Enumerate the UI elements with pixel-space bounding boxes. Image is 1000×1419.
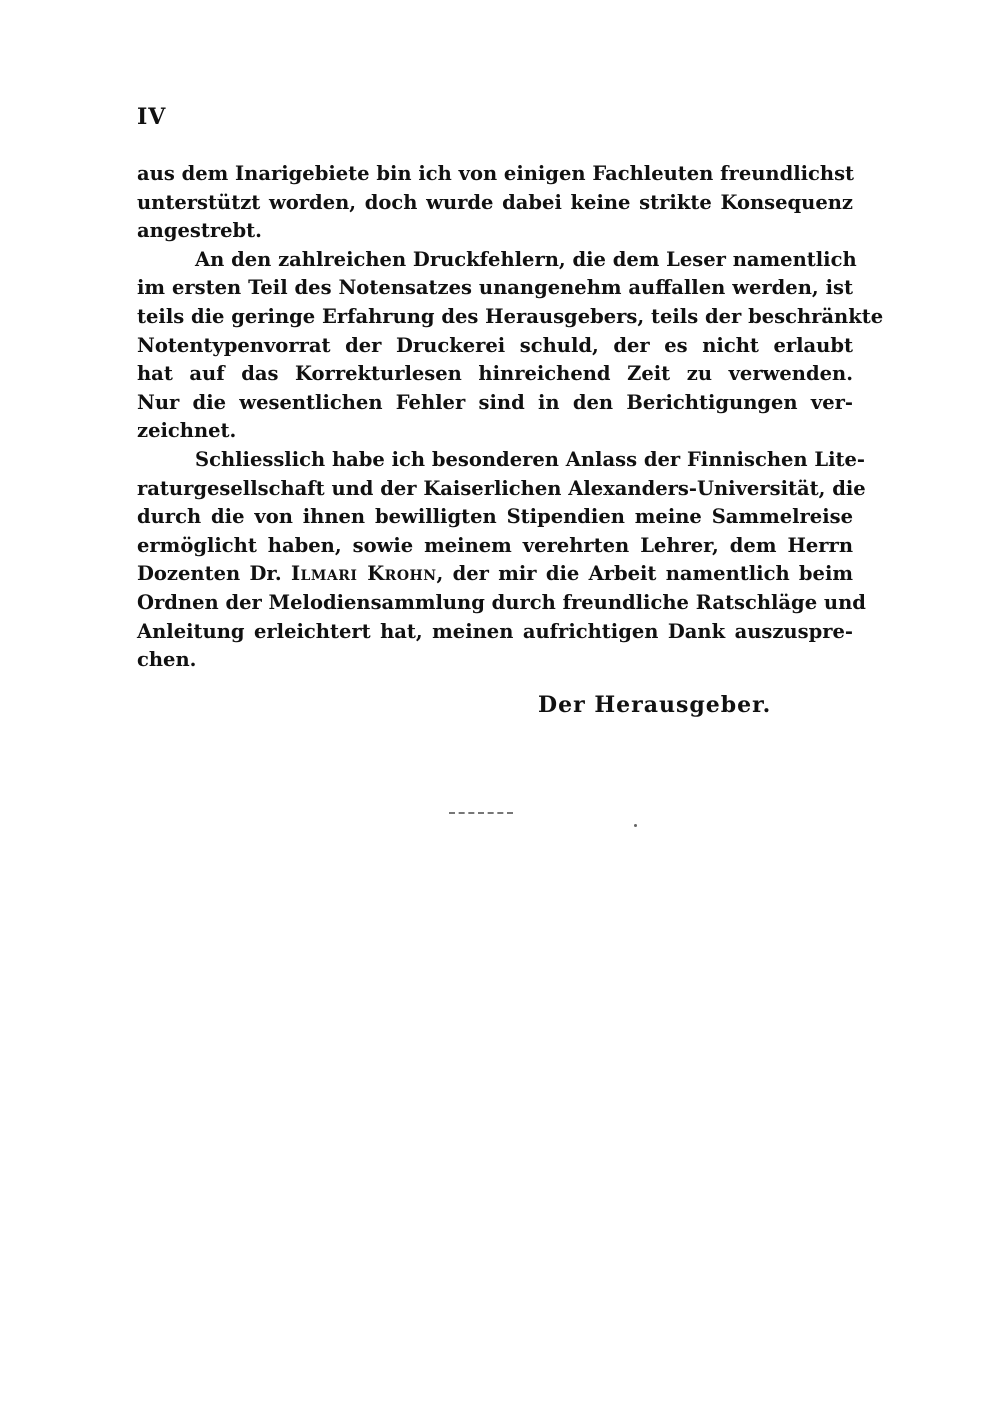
text-line: im ersten Teil des Notensatzes unangenehm auffallen werden, ist: [137, 276, 853, 300]
text-fragment: , der mir die Arbeit namentlich beim: [436, 562, 853, 586]
text-line: hat auf das Korrekturlesen hinreichend Zeit zu verwenden.: [137, 362, 853, 386]
text-line: chen.: [137, 648, 197, 672]
paragraph-misprints: [137, 246, 884, 446]
text-line: zeichnet.: [137, 419, 237, 443]
text-line: unterstützt worden, doch wurde dabei keine strikte Konsequenz: [137, 190, 853, 214]
text-line: An den zahlreichen Druckfehlern, die dem Leser namentlich: [195, 247, 857, 271]
signature: Der Herausgeber.: [538, 692, 772, 718]
text-line: Nur die wesentlichen Fehler sind in den Berichtigungen ver-: [137, 390, 853, 414]
text-line: teils die geringe Erfahrung des Herausgebers, teils der beschränkte: [137, 304, 884, 328]
page-number: IV: [137, 104, 167, 130]
text-line-with-name: [137, 560, 853, 589]
text-line: durch die von ihnen bewilligten Stipendien meine Sammelreise: [137, 505, 853, 529]
paragraph-acknowledgements: [137, 446, 866, 675]
text-line: raturgesellschaft und der Kaiserlichen Alexanders-Universität, die: [137, 476, 866, 500]
person-name: Ilmari Krohn: [290, 562, 437, 586]
text-fragment: Dozenten Dr.: [137, 562, 291, 586]
text-line: Notentypenvorrat der Druckerei schuld, der es nicht erlaubt: [137, 333, 853, 357]
text-line: Ordnen der Melodiensammlung durch freundliche Ratschläge und: [137, 590, 866, 614]
end-rule: [449, 812, 513, 816]
body-text: [137, 160, 884, 675]
text-line: ermöglicht haben, sowie meinem verehrten Lehrer, dem Herrn: [137, 533, 853, 557]
print-speck: [634, 824, 637, 827]
text-line: aus dem Inarigebiete bin ich von einigen Fachleuten freundlichst: [137, 162, 855, 185]
text-line: Schliesslich habe ich besonderen Anlass der Finnischen Lite-: [195, 447, 865, 471]
text-line: Anleitung erleichtert hat, meinen aufrichtigen Dank auszuspre-: [137, 619, 853, 643]
text-line: angestrebt.: [137, 219, 262, 243]
paragraph-continuation: [137, 160, 853, 246]
